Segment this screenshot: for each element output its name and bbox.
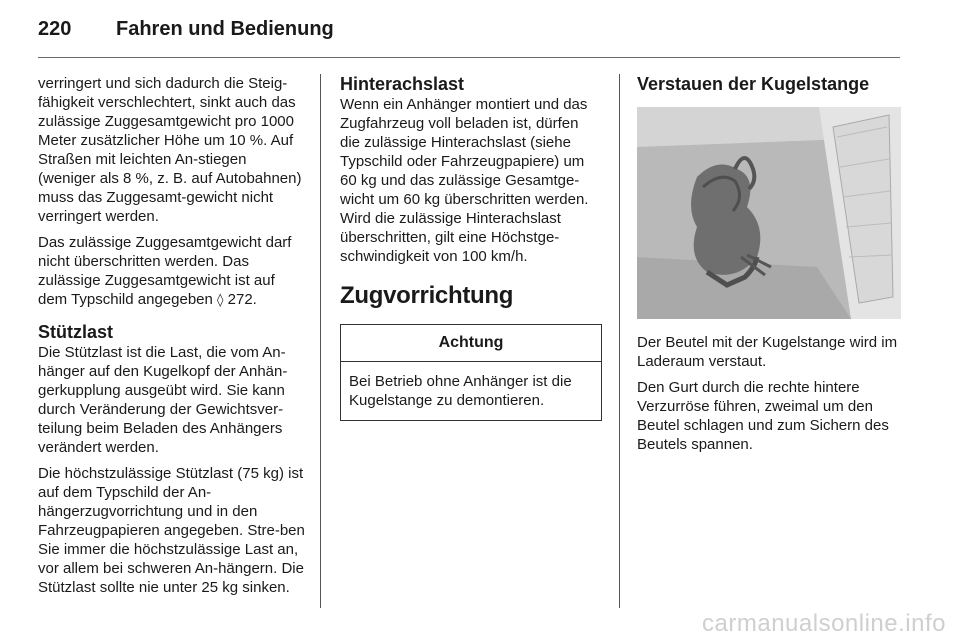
page-header [38,18,334,48]
section-heading-hinterachslast: Hinterachslast [340,74,465,94]
cargo-area-photo [637,107,901,319]
cross-reference-icon: ◊ [217,293,224,308]
paragraph: Das zulässige Zuggesamtgewicht darf nicht überschritten werden. Das zulässige Zuggesamtgewicht ist auf dem Typschild angegeben ◊ 272. [38,234,292,308]
section-heading-stuetzlast: Stützlast [38,322,114,342]
paragraph: Die höchstzulässige Stützlast (75 kg) ist auf dem Typschild der An-hängerzugvorrichtung und in den Fahrzeugpapieren angegeben. Stre-ben Sie immer die höchstzulässige Last an, vor allem bei schweren An-hängern. Die Stützlast sollte nie unter 25 kg sinken. [38,465,305,596]
column-divider-1 [320,74,321,608]
watermark-text: carmanualsonline.info [702,610,946,637]
warning-text: Bei Betrieb ohne Anhänger ist die Kugelstange zu demontieren. [349,373,572,409]
page-number: 220 [38,18,72,40]
paragraph: Wenn ein Anhänger montiert und das Zugfahrzeug voll beladen ist, dürfen die zulässige Hinterachslast (siehe Typschild oder Fahrzeugpapiere) um 60 kg und das zulässige Gesamtge-wicht um 60 kg überschritten werden. Wird die zulässige Hinterachslast überschritten, gilt eine Höchstge-schwindigkeit von 100 km/h. [340,96,589,265]
page-reference[interactable]: 272. [227,291,257,308]
column-divider-2 [619,74,620,608]
paragraph: Die Stützlast ist die Last, die vom An-hänger auf den Kugelkopf der Anhän-gerkupplung ausgeübt wird. Sie kann durch Veränderung der Gewichtsver-teilung beim Beladen des Anhängers verändert werden. [38,344,288,456]
column-3 [637,74,903,461]
paragraph: Den Gurt durch die rechte hintere Verzurröse führen, zweimal um den Beutel schlagen und zum Sichern des Beutels spannen. [637,379,889,453]
column-2 [340,74,602,421]
warning-box [340,324,602,421]
header-rule [38,57,900,58]
column-1 [38,74,306,604]
warning-title: Achtung [341,325,601,362]
paragraph: Der Beutel mit der Kugelstange wird im Laderaum verstaut. [637,334,898,370]
page-title: Fahren und Bedienung [116,18,334,40]
section-heading-verstauen: Verstauen der Kugelstange [637,74,870,94]
paragraph: verringert und sich dadurch die Steig-fähigkeit verschlechtert, sinkt auch das zulässige Zuggesamtgewicht pro 1000 Meter zusätzlicher Höhe um 10 %. Auf Straßen mit leichten An-stiegen (weniger als 8 %, z. B. auf Autobahnen) muss das Zuggesamt-gewicht nicht verringert werden. [38,75,302,225]
chapter-heading-zugvorrichtung: Zugvorrichtung [340,282,514,309]
